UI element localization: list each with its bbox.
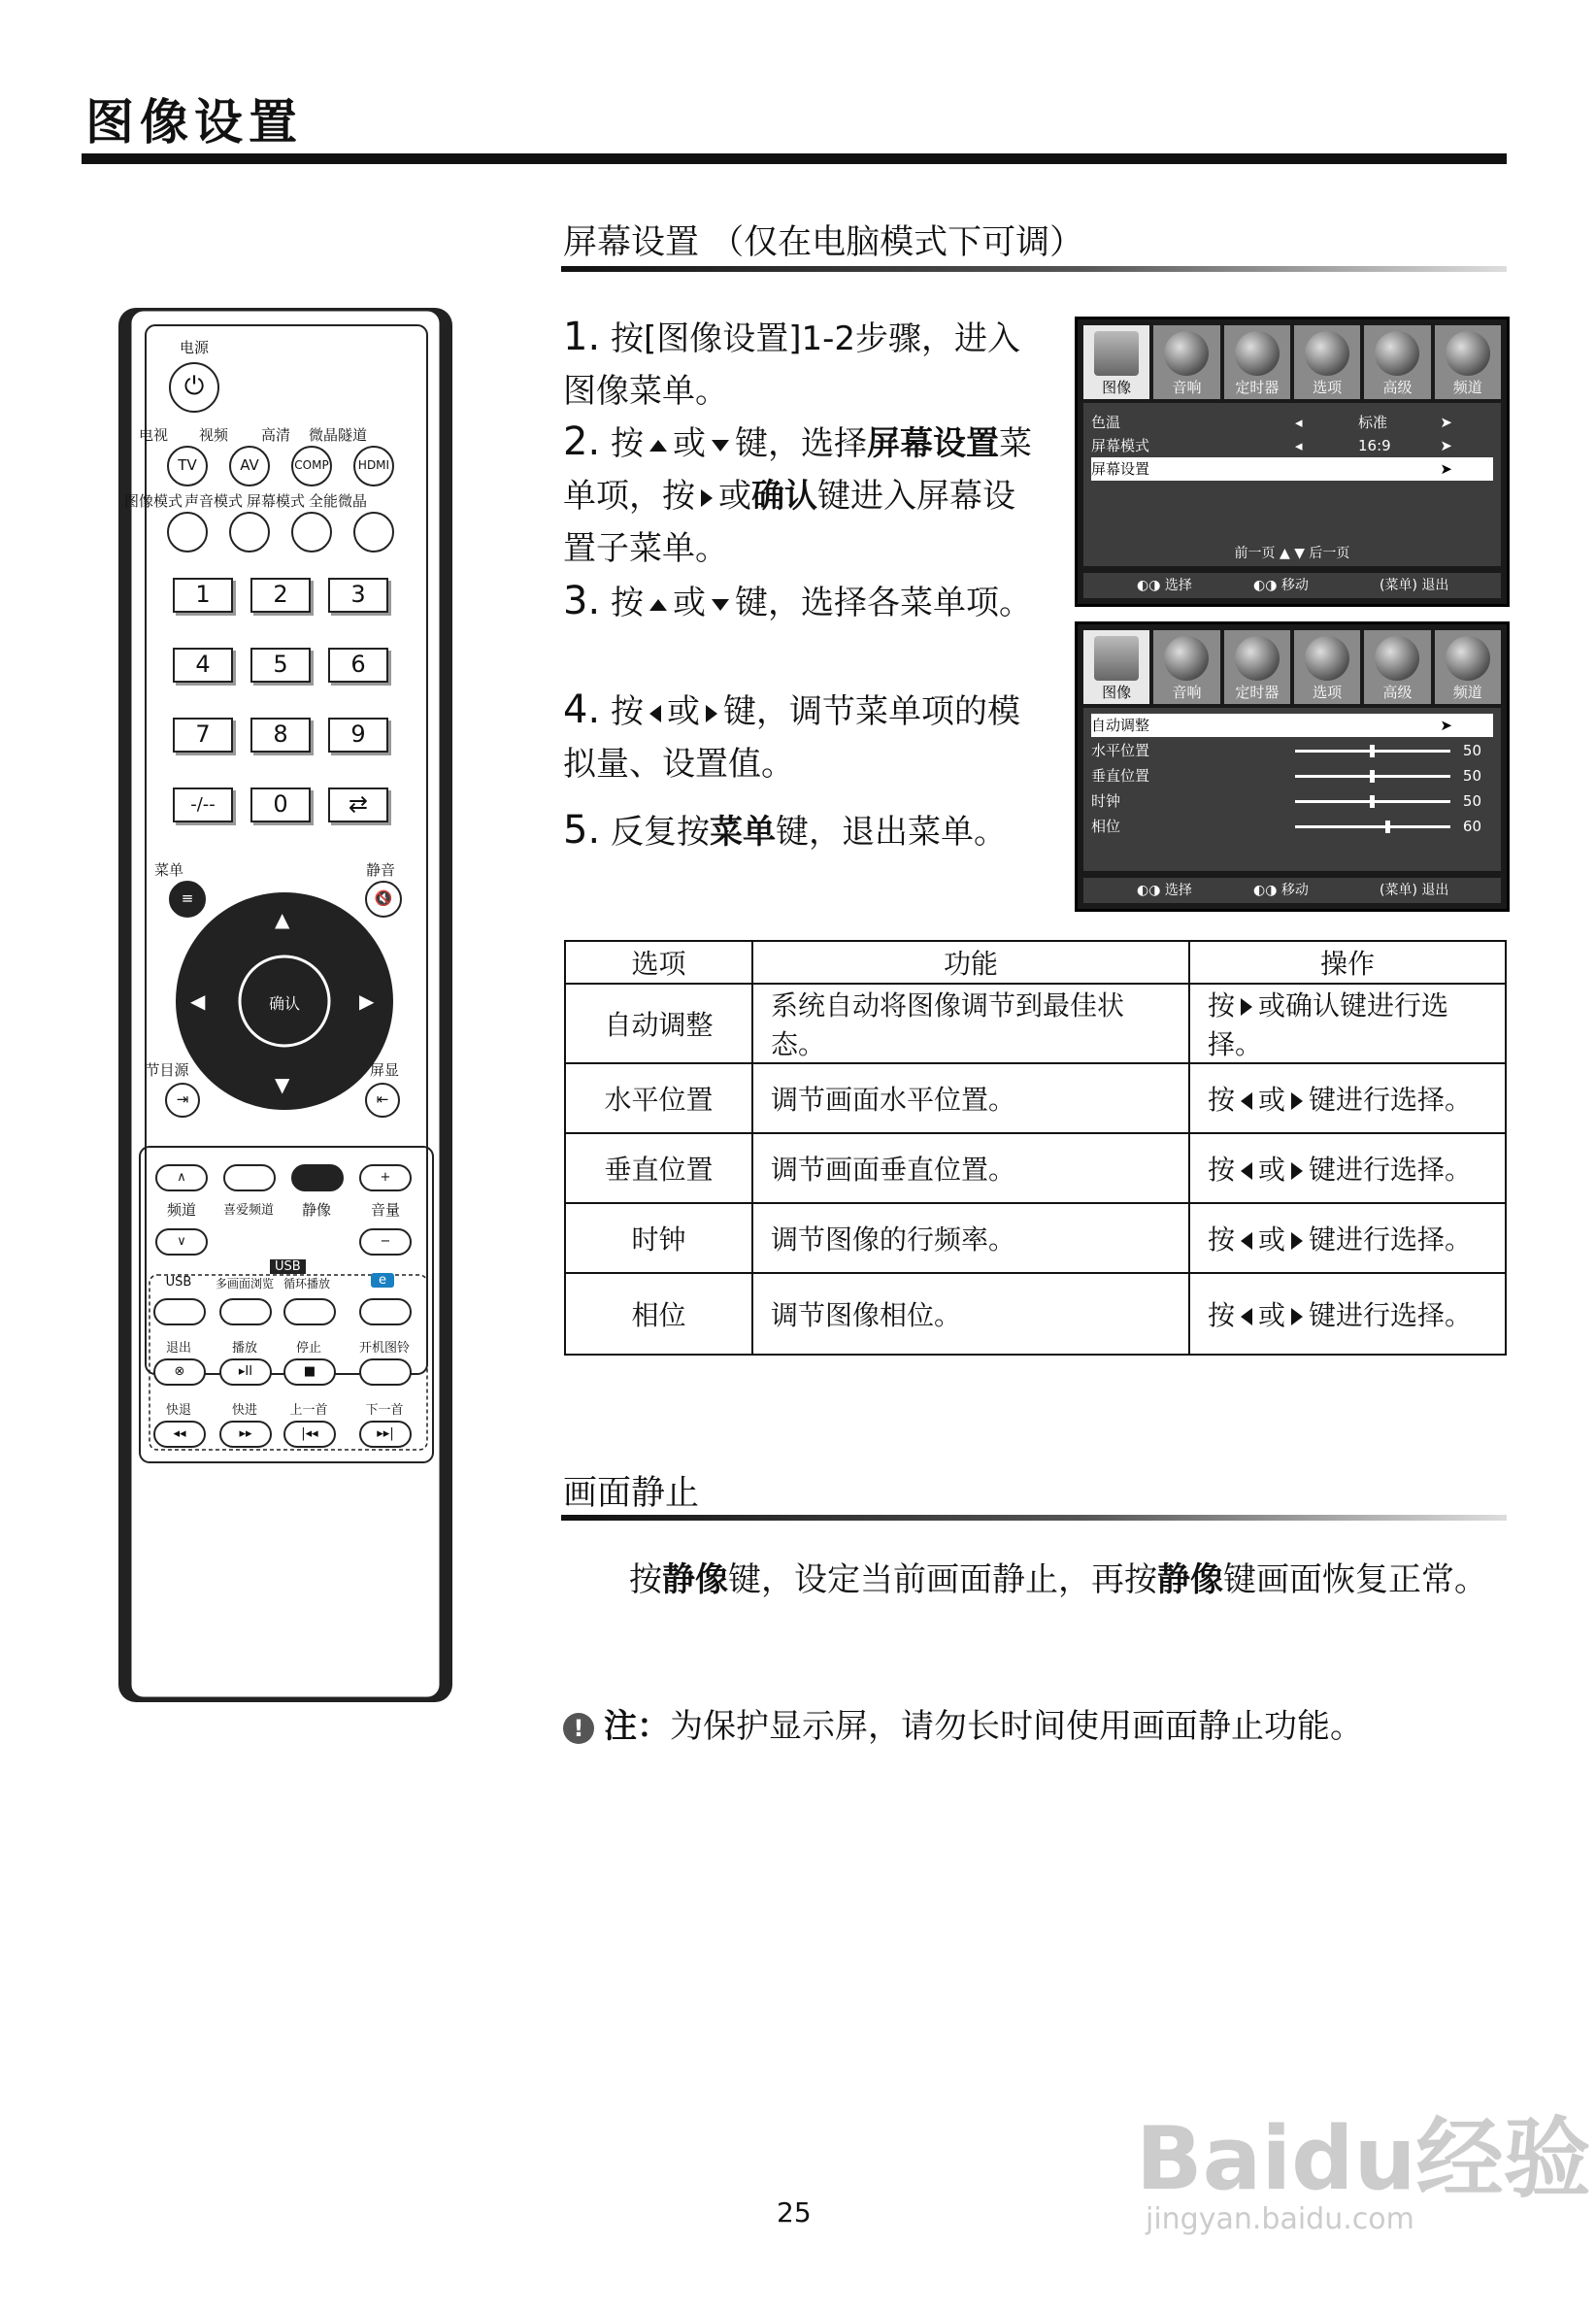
volume-label: 音量: [370, 1201, 400, 1219]
osd-tab-label: 定时器: [1235, 684, 1280, 701]
key-label: 快退: [165, 1403, 191, 1418]
op-text: 键进行选择。: [1309, 1084, 1473, 1116]
key-label: 退出: [165, 1341, 191, 1356]
table-cell-item: 垂直位置: [565, 1133, 752, 1203]
osd-row-color-temp: [1091, 411, 1493, 434]
freeze-paragraph: [563, 1554, 1514, 1606]
key-label: 高清: [260, 426, 290, 444]
usb-button[interactable]: [153, 1298, 206, 1325]
osd-row-label: 色温: [1091, 414, 1121, 431]
osd-tab-label: 图像: [1102, 684, 1132, 701]
key-label: 视频: [198, 426, 228, 444]
step-number: 5.: [563, 808, 601, 853]
key-label: 多画面浏览: [215, 1277, 274, 1290]
favorite-label: 喜爱频道: [222, 1203, 274, 1218]
key-label: 下一首: [365, 1403, 404, 1418]
section-rule: [561, 266, 1507, 272]
op-text: 或: [1258, 1223, 1286, 1256]
osd-tab-channel: [1435, 325, 1501, 399]
right-arrow-icon: ➤: [1440, 414, 1452, 431]
osd-paging-hint: 前一页 ▲ ▼ 后一页: [1234, 546, 1350, 561]
step-2: [563, 416, 1044, 575]
step-text: 或: [718, 477, 751, 516]
source-button[interactable]: ⇥: [165, 1083, 200, 1118]
right-arrow-icon: ➤: [1440, 460, 1452, 478]
op-text: 按: [1208, 989, 1236, 1022]
osd-row-phase: [1091, 815, 1493, 838]
osd-tab-bar: [1083, 325, 1501, 399]
down-arrow-icon[interactable]: ▼: [275, 1073, 290, 1096]
table-cell-operation: [1189, 1133, 1506, 1203]
step-number: 1.: [563, 315, 601, 359]
mute-button[interactable]: 🔇: [365, 881, 402, 918]
table-header: 选项: [565, 941, 752, 984]
advanced-icon: [1375, 636, 1419, 681]
osd-screen-picture-menu: [1075, 317, 1510, 607]
key-label: 全能微晶: [308, 492, 367, 510]
table-row: [565, 1273, 1506, 1355]
osd-tab-timer: [1224, 630, 1290, 704]
osd-row-screen-mode: [1091, 434, 1493, 457]
step-5: [563, 804, 1044, 858]
osd-row-value: 标准: [1358, 414, 1388, 431]
slider-knob: [1370, 795, 1375, 808]
key-label: 声音模式: [183, 492, 243, 510]
function-table: [564, 940, 1507, 1356]
op-text: 键进行选择。: [1309, 1223, 1473, 1256]
osd-row-label: 时钟: [1091, 792, 1121, 810]
stop-button[interactable]: ■: [283, 1358, 336, 1386]
step-text: 键，选择各菜单项。: [734, 584, 1032, 622]
right-arrow-icon[interactable]: ▶: [359, 989, 375, 1013]
digit-toggle-key[interactable]: -/--: [173, 787, 233, 822]
right-arrow-icon: [1241, 998, 1252, 1016]
options-icon: [1305, 636, 1349, 681]
sound-mode-button[interactable]: [229, 512, 270, 553]
step-text: 键，选择: [734, 424, 867, 463]
osd-tab-timer: [1224, 325, 1290, 399]
osd-tab-label: 定时器: [1235, 379, 1280, 396]
right-arrow-icon: [1291, 1308, 1303, 1325]
osd-row-label: 屏幕模式: [1091, 437, 1150, 454]
up-arrow-icon[interactable]: ▲: [275, 908, 290, 931]
key-label: 图像模式: [123, 492, 183, 510]
left-arrow-icon: [1241, 1308, 1252, 1325]
osd-tab-label: 选项: [1313, 379, 1343, 396]
number-key-9[interactable]: 9: [328, 718, 388, 753]
osd-tab-options: [1294, 325, 1360, 399]
para-keyword: 静像: [662, 1560, 728, 1599]
step-number: 3.: [563, 579, 601, 623]
step-number: 2.: [563, 419, 601, 464]
play-pause-button[interactable]: ▸II: [219, 1358, 272, 1386]
osd-row-label: 相位: [1091, 818, 1121, 835]
up-arrow-icon: [649, 440, 667, 452]
key-label: USB: [165, 1275, 192, 1290]
key-label: 电视: [138, 426, 168, 444]
osd-hint-move: ◐◑ 移动: [1253, 578, 1309, 593]
osd-row-value: 16:9: [1358, 437, 1391, 454]
step-text: 按: [610, 584, 644, 622]
power-on-logo-button[interactable]: [359, 1358, 412, 1386]
mute-label: 静音: [365, 861, 395, 879]
next-track-button[interactable]: ▸▸|: [359, 1421, 412, 1448]
table-row: [565, 1203, 1506, 1273]
source-label: 节目源: [145, 1061, 189, 1079]
osd-footer: [1083, 878, 1501, 903]
down-arrow-icon: [712, 440, 729, 452]
table-cell-function: 调节画面水平位置。: [752, 1063, 1189, 1133]
favorite-channel-button[interactable]: [223, 1164, 276, 1191]
ok-button[interactable]: 确认: [268, 994, 300, 1013]
table-cell-function: 调节图像相位。: [752, 1273, 1189, 1355]
step-text: 或: [672, 584, 706, 622]
slider-knob: [1370, 770, 1375, 783]
key-label: 停止: [295, 1341, 321, 1356]
page-title: 图像设置: [85, 93, 303, 151]
fast-forward-button[interactable]: ▸▸: [219, 1421, 272, 1448]
display-button[interactable]: ⇤: [365, 1083, 400, 1118]
left-arrow-icon: [1241, 1162, 1252, 1180]
osd-row-v-position: [1091, 764, 1493, 787]
slider-track: [1295, 825, 1450, 828]
key-label: 屏幕模式: [246, 492, 305, 510]
picture-icon: [1094, 636, 1139, 681]
number-key-1[interactable]: 1: [173, 578, 233, 613]
channel-up-button[interactable]: ∧: [155, 1164, 208, 1191]
step-3: [563, 575, 1044, 629]
right-arrow-icon: ➤: [1440, 717, 1452, 734]
picture-mode-button[interactable]: [167, 512, 208, 553]
right-arrow-icon: [1291, 1092, 1303, 1110]
channel-down-button[interactable]: ∨: [155, 1228, 208, 1256]
step-text: 键，调节菜单项的模拟量、设置值。: [563, 692, 1020, 784]
osd-tab-advanced: [1364, 630, 1430, 704]
osd-submenu-panel: [1083, 708, 1501, 871]
screen-mode-button[interactable]: [291, 512, 332, 553]
hint-label: 退出: [1421, 578, 1449, 593]
key-label: 上一首: [289, 1403, 328, 1418]
osd-row-label: 自动调整: [1091, 717, 1150, 734]
op-text: 按: [1208, 1223, 1236, 1256]
key-label: 播放: [231, 1341, 257, 1356]
table-header-row: [565, 941, 1506, 984]
osd-row-clock: [1091, 789, 1493, 813]
osd-screen-settings-submenu: [1075, 621, 1510, 912]
osd-tab-label: 频道: [1452, 379, 1482, 396]
step-text: 或: [666, 692, 700, 731]
step-keyword: 确认: [751, 477, 817, 516]
key-label: 快进: [231, 1403, 257, 1418]
step-text: 按[图像设置]1-2步骤，进入图像菜单。: [563, 319, 1021, 411]
freeze-button[interactable]: [291, 1164, 344, 1191]
op-text: 键进行选择。: [1309, 1154, 1473, 1186]
osd-hint-exit: (菜单) 退出: [1380, 883, 1449, 898]
exit-button[interactable]: ⊗: [153, 1358, 206, 1386]
osd-tab-picture: [1083, 630, 1149, 704]
left-arrow-icon: ◂: [1295, 414, 1303, 431]
all-round-button[interactable]: [353, 512, 394, 553]
title-rule: [82, 153, 1507, 164]
table-row: [565, 1063, 1506, 1133]
down-arrow-icon: [712, 599, 729, 611]
osd-hint-exit: (菜单) 退出: [1380, 578, 1449, 593]
osd-tab-sound: [1153, 630, 1219, 704]
osd-row-auto-adjust: [1091, 714, 1493, 737]
step-text: 反复按: [610, 813, 710, 852]
key-label: 微晶隧道: [308, 426, 367, 444]
para-text: 按: [629, 1560, 662, 1599]
advanced-icon: [1375, 331, 1419, 376]
step-text: 键，退出菜单。: [775, 813, 1007, 852]
tv-button[interactable]: TV: [167, 446, 208, 486]
right-arrow-icon: [1291, 1162, 1303, 1180]
op-text: 或确认键进行选择。: [1208, 989, 1449, 1060]
right-arrow-icon: [701, 489, 713, 507]
e-button[interactable]: [359, 1298, 412, 1325]
step-number: 4.: [563, 687, 601, 732]
recall-key[interactable]: ⇄: [328, 787, 388, 822]
step-text: 按: [610, 424, 644, 463]
op-text: 或: [1258, 1299, 1286, 1331]
remote-control: [116, 306, 454, 1704]
step-4: [563, 684, 1044, 790]
number-key-5[interactable]: 5: [250, 648, 311, 683]
number-key-4[interactable]: 4: [173, 648, 233, 683]
right-arrow-icon: [1291, 1232, 1303, 1250]
note: [563, 1699, 1363, 1747]
step-text: 按: [610, 692, 644, 731]
hint-label: 退出: [1421, 883, 1449, 898]
menu-key-label: 菜单: [1384, 883, 1413, 898]
op-text: 键进行选择。: [1309, 1299, 1473, 1331]
osd-menu-panel: [1083, 403, 1501, 566]
osd-tab-label: 高级: [1382, 684, 1413, 701]
clock-icon: [1235, 636, 1280, 681]
key-label: 开机图铃: [358, 1341, 410, 1356]
hint-label: 选择: [1164, 578, 1192, 593]
note-text: 为保护显示屏，请勿长时间使用画面静止功能。: [670, 1707, 1363, 1746]
key-label: 循环播放: [283, 1277, 330, 1290]
para-text: 键，设定当前画面静止，再按: [728, 1560, 1157, 1599]
options-icon: [1305, 331, 1349, 376]
para-text: 键画面恢复正常。: [1223, 1560, 1487, 1599]
volume-down-button[interactable]: −: [359, 1228, 412, 1256]
osd-tab-label: 频道: [1452, 684, 1482, 701]
left-arrow-icon: [1241, 1232, 1252, 1250]
number-key-2[interactable]: 2: [250, 578, 311, 613]
number-key-0[interactable]: 0: [250, 787, 311, 822]
power-label: 电源: [179, 339, 209, 356]
osd-tab-picture: [1083, 325, 1149, 399]
number-key-3[interactable]: 3: [328, 578, 388, 613]
osd-row-value: 50: [1462, 792, 1481, 810]
clock-icon: [1235, 331, 1280, 376]
table-cell-function: 系统自动将图像调节到最佳状态。: [752, 984, 1189, 1063]
power-button[interactable]: ⏻: [169, 362, 219, 413]
picture-icon: [1094, 331, 1139, 376]
left-arrow-icon[interactable]: ◀: [190, 989, 206, 1013]
slider-knob: [1385, 821, 1390, 833]
table-cell-item: 水平位置: [565, 1063, 752, 1133]
osd-tab-label: 高级: [1382, 379, 1413, 396]
number-key-8[interactable]: 8: [250, 718, 311, 753]
freeze-label: 静像: [301, 1201, 331, 1219]
channel-label: 频道: [166, 1201, 196, 1219]
step-text: 菜单项，按: [563, 424, 1032, 516]
headphones-icon: [1164, 636, 1209, 681]
table-cell-item: 时钟: [565, 1203, 752, 1273]
osd-row-value: 50: [1462, 767, 1481, 785]
av-button[interactable]: AV: [229, 446, 270, 486]
osd-row-value: 50: [1462, 742, 1481, 759]
globe-icon: [1446, 636, 1490, 681]
table-row: [565, 984, 1506, 1063]
osd-row-value: 60: [1462, 818, 1481, 835]
number-key-6[interactable]: 6: [328, 648, 388, 683]
headphones-icon: [1164, 331, 1209, 376]
table-cell-operation: [1189, 984, 1506, 1063]
usb-badge: USB: [270, 1259, 306, 1274]
left-arrow-icon: ◂: [1295, 437, 1303, 454]
op-text: 按: [1208, 1154, 1236, 1186]
right-arrow-icon: [706, 705, 717, 722]
table-cell-operation: [1189, 1203, 1506, 1273]
section-rule: [561, 1515, 1507, 1521]
op-text: 按: [1208, 1084, 1236, 1116]
menu-button[interactable]: ≡: [169, 881, 206, 918]
osd-hint-select: ◐◑ 选择: [1137, 578, 1192, 593]
osd-tab-sound: [1153, 325, 1219, 399]
up-arrow-icon: [649, 599, 667, 611]
osd-row-label: 屏幕设置: [1091, 460, 1150, 478]
volume-up-button[interactable]: +: [359, 1164, 412, 1191]
osd-hint-select: ◐◑ 选择: [1137, 883, 1192, 898]
hint-label: 移动: [1280, 883, 1309, 898]
e-badge: e: [371, 1273, 394, 1288]
note-label: 注：: [604, 1707, 670, 1746]
osd-tab-advanced: [1364, 325, 1430, 399]
osd-row-screen-settings: [1091, 457, 1493, 481]
table-cell-operation: [1189, 1063, 1506, 1133]
globe-icon: [1446, 331, 1490, 376]
right-arrow-icon: ➤: [1440, 437, 1452, 454]
menu-key-label: 菜单: [1384, 578, 1413, 593]
section-heading-screen-settings: 屏幕设置 （仅在电脑模式下可调）: [563, 223, 1084, 262]
osd-tab-options: [1294, 630, 1360, 704]
loop-play-button[interactable]: [283, 1298, 336, 1325]
table-cell-item: 自动调整: [565, 984, 752, 1063]
osd-row-label: 垂直位置: [1091, 767, 1150, 785]
hint-label: 移动: [1280, 578, 1309, 593]
step-keyword: 菜单: [709, 813, 776, 852]
osd-tab-bar: [1083, 630, 1501, 704]
op-text: 或: [1258, 1154, 1286, 1186]
step-1: [563, 311, 1044, 418]
osd-footer: [1083, 573, 1501, 598]
table-cell-function: 调节图像的行频率。: [752, 1203, 1189, 1273]
osd-tab-label: 选项: [1313, 684, 1343, 701]
hdmi-button[interactable]: HDMI: [353, 446, 394, 486]
table-cell-item: 相位: [565, 1273, 752, 1355]
table-cell-function: 调节画面垂直位置。: [752, 1133, 1189, 1203]
previous-track-button[interactable]: |◂◂: [283, 1421, 336, 1448]
rewind-button[interactable]: ◂◂: [153, 1421, 206, 1448]
table-header: 操作: [1189, 941, 1506, 984]
para-keyword: 静像: [1157, 1560, 1223, 1599]
step-text: 键进入屏幕设置子菜单。: [563, 477, 1015, 568]
baidu-watermark-url: jingyan.baidu.com: [1146, 2202, 1414, 2236]
warning-icon: !: [563, 1713, 594, 1744]
comp-button[interactable]: COMP: [291, 446, 332, 486]
multi-view-button[interactable]: [219, 1298, 272, 1325]
osd-tab-label: 音响: [1172, 379, 1202, 396]
osd-tab-channel: [1435, 630, 1501, 704]
section-heading-freeze: 画面静止: [563, 1474, 700, 1513]
left-arrow-icon: [649, 705, 661, 722]
step-text: 或: [672, 424, 706, 463]
number-key-7[interactable]: 7: [173, 718, 233, 753]
table-header: 功能: [752, 941, 1189, 984]
display-label: 屏显: [369, 1061, 399, 1079]
table-cell-operation: [1189, 1273, 1506, 1355]
op-text: 按: [1208, 1299, 1236, 1331]
step-keyword: 屏幕设置: [866, 424, 999, 463]
slider-knob: [1370, 745, 1375, 757]
hint-label: 选择: [1164, 883, 1192, 898]
table-row: [565, 1133, 1506, 1203]
menu-label: 菜单: [153, 861, 183, 879]
osd-tab-label: 图像: [1102, 379, 1132, 396]
op-text: 或: [1258, 1084, 1286, 1116]
osd-row-h-position: [1091, 739, 1493, 762]
baidu-watermark: Baidu经验: [1136, 2108, 1591, 2210]
osd-tab-label: 音响: [1172, 684, 1202, 701]
page-number: 25: [777, 2196, 812, 2228]
osd-hint-move: ◐◑ 移动: [1253, 883, 1309, 898]
left-arrow-icon: [1241, 1092, 1252, 1110]
osd-row-label: 水平位置: [1091, 742, 1150, 759]
